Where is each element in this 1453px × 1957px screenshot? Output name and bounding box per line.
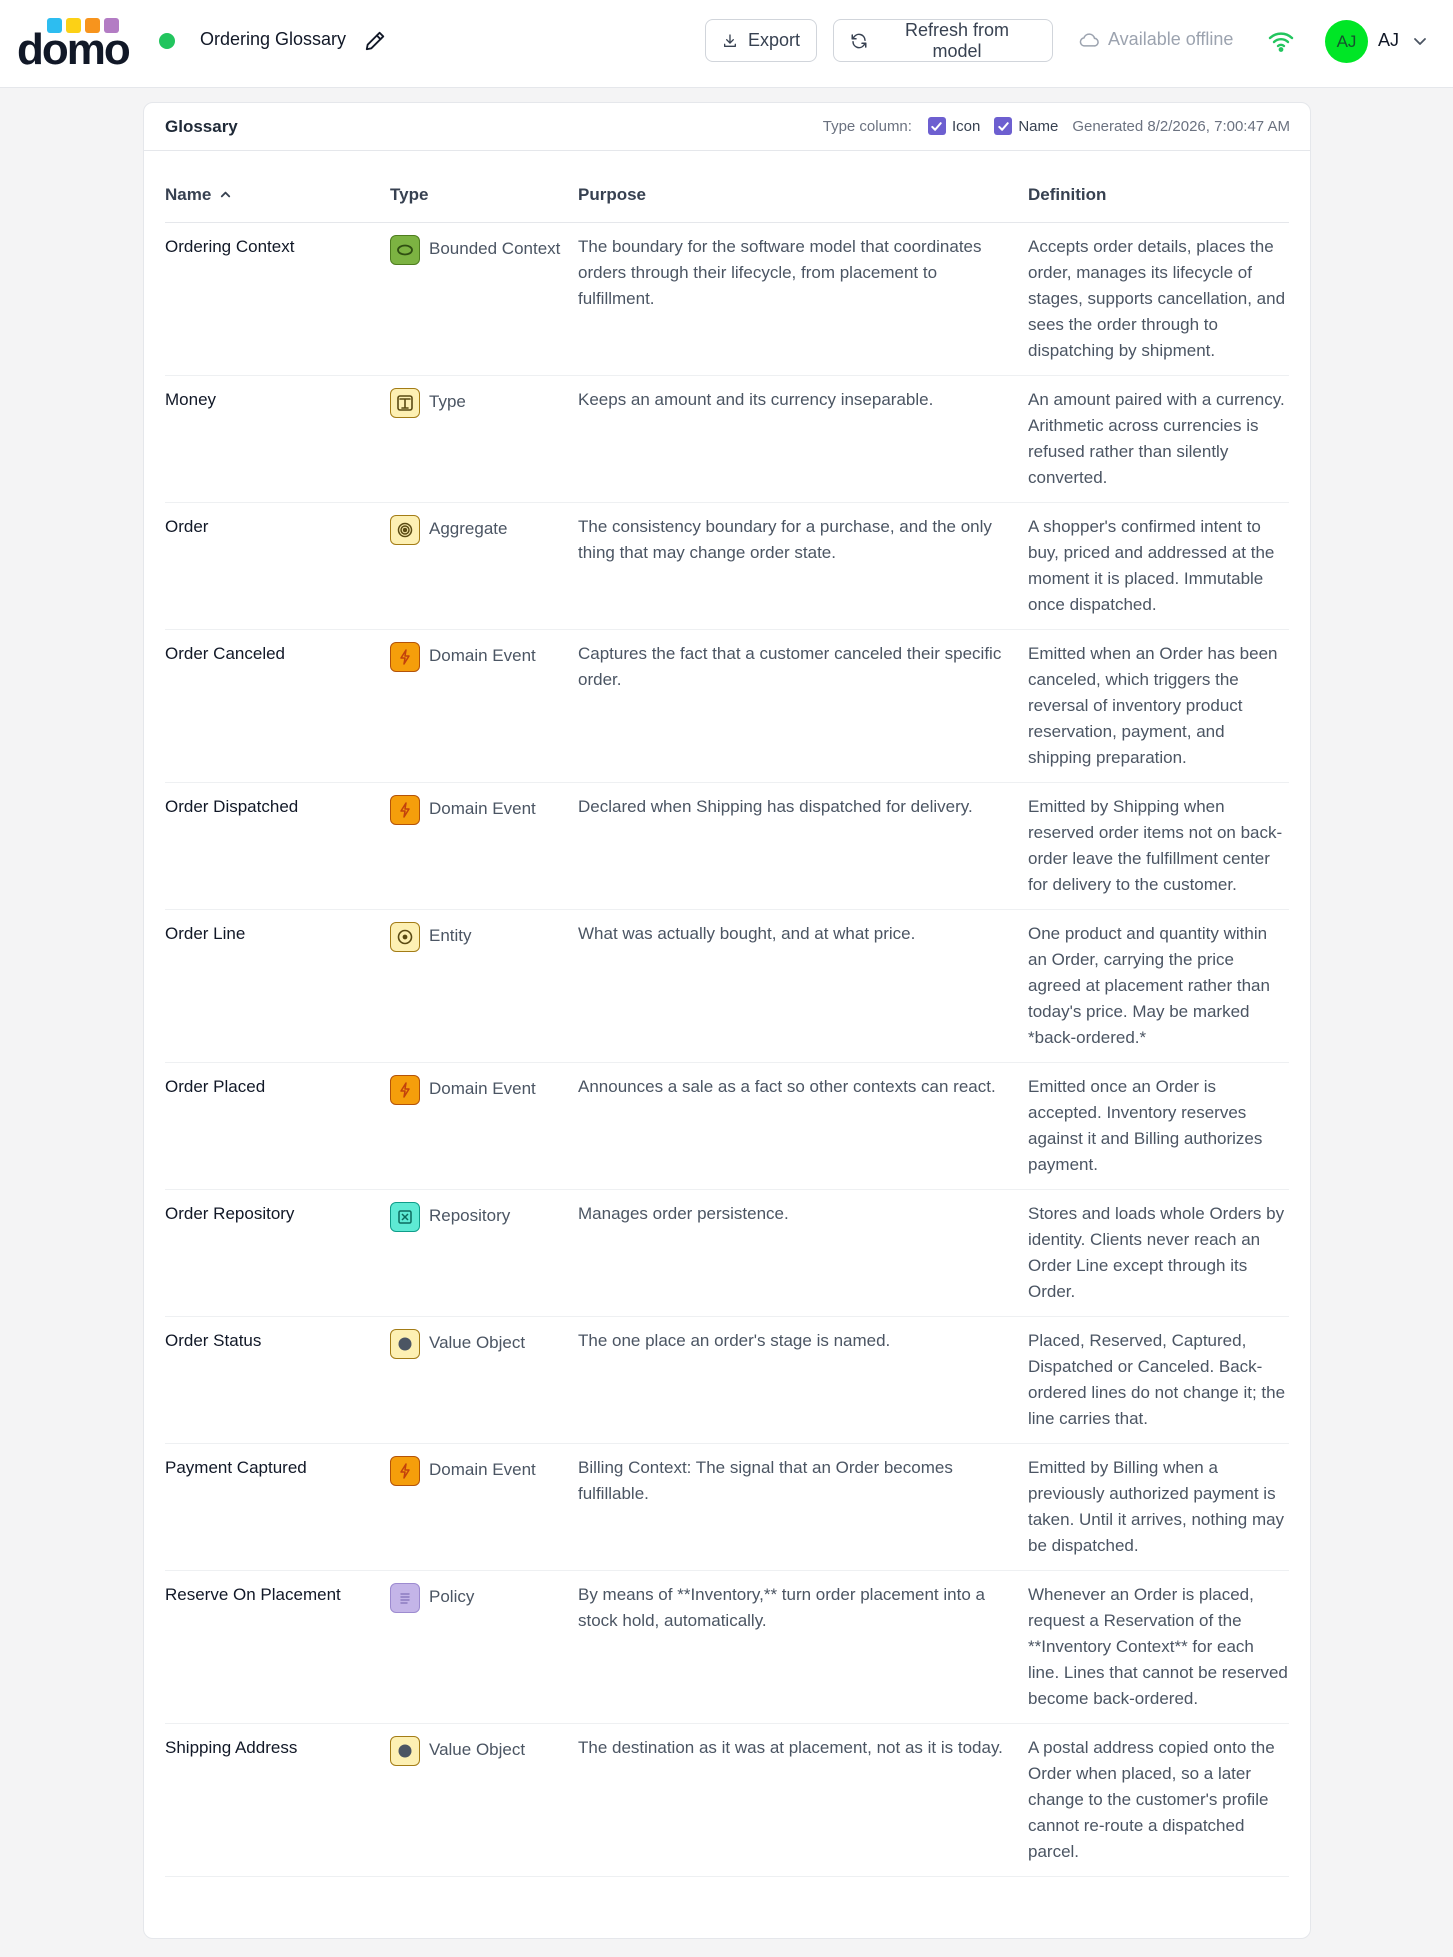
term-purpose: Announces a sale as a fact so other contexts can react. [578, 1062, 1028, 1189]
user-name[interactable]: AJ [1378, 30, 1400, 50]
glossary-rows [165, 222, 1289, 1876]
term-type: Entity [429, 925, 472, 945]
term-definition: An amount paired with a currency. Arithmetic across currencies is refused rather than silently converted. [1028, 375, 1289, 502]
term-definition: Emitted when an Order has been canceled, which triggers the reversal of inventory product reservation, payment, and shipping preparation. [1028, 629, 1289, 782]
term-type: Bounded Context [429, 238, 561, 258]
term-type: Value Object [429, 1739, 526, 1759]
column-header-name[interactable] [165, 168, 390, 222]
column-header-type[interactable]: Type [390, 168, 578, 222]
icon-checkbox-label: Icon [951, 117, 981, 135]
term-definition: A postal address copied onto the Order when placed, so a later change to the customer's profile cannot re-route a dispatched parcel. [1028, 1723, 1289, 1876]
sync-status-dot [159, 33, 175, 49]
term-purpose: Captures the fact that a customer canceled their specific order. [578, 629, 1028, 782]
table-row[interactable] [165, 629, 1289, 782]
term-definition: Placed, Reserved, Captured, Dispatched or Canceled. Back-ordered lines do not change it; the line carries that. [1028, 1316, 1289, 1443]
available-offline-status [1078, 29, 1233, 50]
glossary-table [165, 168, 1289, 1877]
sort-ascending-icon [219, 188, 232, 201]
checkbox-checked-icon [928, 117, 946, 135]
term-name: Order Repository [165, 1189, 390, 1316]
term-purpose: What was actually bought, and at what price. [578, 909, 1028, 1062]
term-type: Domain Event [429, 1078, 536, 1098]
generated-timestamp: Generated 8/2/2026, 7:00:47 AM [1072, 117, 1290, 135]
term-name: Order Dispatched [165, 782, 390, 909]
column-header-purpose[interactable]: Purpose [578, 168, 1028, 222]
term-type-cell [390, 1570, 578, 1723]
logo-wordmark: domo [17, 25, 129, 74]
term-definition: Emitted by Shipping when reserved order items not on back-order leave the fulfillment center for delivery to the customer. [1028, 782, 1289, 909]
term-definition: Emitted by Billing when a previously authorized payment is taken. Until it arrives, nothing may be dispatched. [1028, 1443, 1289, 1570]
icon-checkbox[interactable] [928, 117, 980, 135]
table-row[interactable] [165, 1570, 1289, 1723]
table-row[interactable] [165, 909, 1289, 1062]
term-purpose: The consistency boundary for a purchase, and the only thing that may change order state. [578, 502, 1028, 629]
aggregate-icon [390, 515, 420, 545]
term-definition: Whenever an Order is placed, request a Reservation of the **Inventory Context** for each line. Lines that cannot be reserved become back-ordered. [1028, 1570, 1289, 1723]
term-type-cell [390, 1316, 578, 1443]
term-type: Aggregate [429, 518, 508, 538]
term-name: Order Line [165, 909, 390, 1062]
column-header-name-label: Name [165, 184, 212, 204]
download-icon [722, 32, 738, 50]
policy-icon [390, 1583, 420, 1613]
table-row[interactable] [165, 1062, 1289, 1189]
term-type-cell [390, 1062, 578, 1189]
term-name: Shipping Address [165, 1723, 390, 1876]
cloud-icon [1078, 31, 1100, 49]
refresh-label: Refresh from model [904, 19, 1010, 61]
domain-event-icon [390, 795, 420, 825]
table-row[interactable] [165, 1443, 1289, 1570]
table-row[interactable] [165, 1723, 1289, 1876]
term-type-cell [390, 629, 578, 782]
chevron-down-icon[interactable] [1412, 33, 1428, 49]
checkbox-checked-icon [994, 117, 1012, 135]
type-icon [390, 388, 420, 418]
term-type-cell [390, 222, 578, 375]
table-header-row [165, 168, 1289, 222]
term-type-cell [390, 1189, 578, 1316]
domo-logo[interactable] [17, 18, 129, 74]
term-type: Value Object [429, 1332, 526, 1352]
term-definition: Accepts order details, places the order, manages its lifecycle of stages, supports cancellation, and sees the order through to dispatching by shipment. [1028, 222, 1289, 375]
term-purpose: The boundary for the software model that coordinates orders through their lifecycle, from placement to fulfillment. [578, 222, 1028, 375]
term-type-cell [390, 782, 578, 909]
export-label: Export [747, 30, 800, 50]
table-row[interactable] [165, 1316, 1289, 1443]
term-type-cell [390, 502, 578, 629]
term-purpose: The one place an order's stage is named. [578, 1316, 1028, 1443]
table-row[interactable] [165, 222, 1289, 375]
column-header-definition[interactable]: Definition [1028, 168, 1289, 222]
term-type: Domain Event [429, 798, 536, 818]
term-name: Order Status [165, 1316, 390, 1443]
term-type: Repository [429, 1205, 511, 1225]
repository-icon [390, 1202, 420, 1232]
table-row[interactable] [165, 782, 1289, 909]
term-purpose: Manages order persistence. [578, 1189, 1028, 1316]
pencil-icon[interactable] [364, 30, 386, 52]
avatar[interactable]: AJ [1325, 20, 1368, 63]
domain-event-icon [390, 1075, 420, 1105]
term-type-cell [390, 1723, 578, 1876]
term-purpose: The destination as it was at placement, not as it is today. [578, 1723, 1028, 1876]
term-purpose: Keeps an amount and its currency inseparable. [578, 375, 1028, 502]
name-checkbox[interactable] [994, 117, 1058, 135]
value-object-icon [390, 1736, 420, 1766]
term-definition: A shopper's confirmed intent to buy, priced and addressed at the moment it is placed. Immutable once dispatched. [1028, 502, 1289, 629]
term-type: Domain Event [429, 645, 536, 665]
document-title: Ordering Glossary [200, 29, 347, 49]
table-row[interactable] [165, 1189, 1289, 1316]
top-bar [0, 0, 1453, 88]
term-purpose: Declared when Shipping has dispatched for delivery. [578, 782, 1028, 909]
type-column-label: Type column: [822, 117, 912, 135]
term-type-cell [390, 375, 578, 502]
refresh-from-model-button[interactable] [833, 19, 1053, 62]
term-type-cell [390, 909, 578, 1062]
export-button[interactable] [705, 19, 817, 62]
term-name: Order Canceled [165, 629, 390, 782]
term-type: Domain Event [429, 1459, 536, 1479]
term-name: Order Placed [165, 1062, 390, 1189]
table-row[interactable] [165, 502, 1289, 629]
entity-icon [390, 922, 420, 952]
term-name: Ordering Context [165, 222, 390, 375]
refresh-icon [850, 32, 868, 50]
term-definition: Stores and loads whole Orders by identity. Clients never reach an Order Line except through its Order. [1028, 1189, 1289, 1316]
term-purpose: By means of **Inventory,** turn order placement into a stock hold, automatically. [578, 1570, 1028, 1723]
term-definition: One product and quantity within an Order, carrying the price agreed at placement rather than today's price. May be marked *back-ordered.* [1028, 909, 1289, 1062]
term-definition: Emitted once an Order is accepted. Inventory reserves against it and Billing authorizes payment. [1028, 1062, 1289, 1189]
term-purpose: Billing Context: The signal that an Order becomes fulfillable. [578, 1443, 1028, 1570]
term-name: Payment Captured [165, 1443, 390, 1570]
glossary-title: Glossary [165, 117, 238, 136]
value-object-icon [390, 1329, 420, 1359]
term-type-cell [390, 1443, 578, 1570]
glossary-header [144, 103, 1310, 151]
term-type: Type [429, 391, 466, 411]
name-checkbox-label: Name [1018, 117, 1059, 135]
domain-event-icon [390, 642, 420, 672]
offline-label: Available offline [1108, 29, 1234, 49]
term-name: Order [165, 502, 390, 629]
glossary-card [143, 102, 1311, 1939]
bounded-context-icon [390, 235, 420, 265]
term-name: Money [165, 375, 390, 502]
table-row[interactable] [165, 375, 1289, 502]
wifi-icon [1268, 30, 1294, 52]
term-type: Policy [429, 1586, 475, 1606]
domain-event-icon [390, 1456, 420, 1486]
term-name: Reserve On Placement [165, 1570, 390, 1723]
type-column-options [823, 117, 1290, 135]
